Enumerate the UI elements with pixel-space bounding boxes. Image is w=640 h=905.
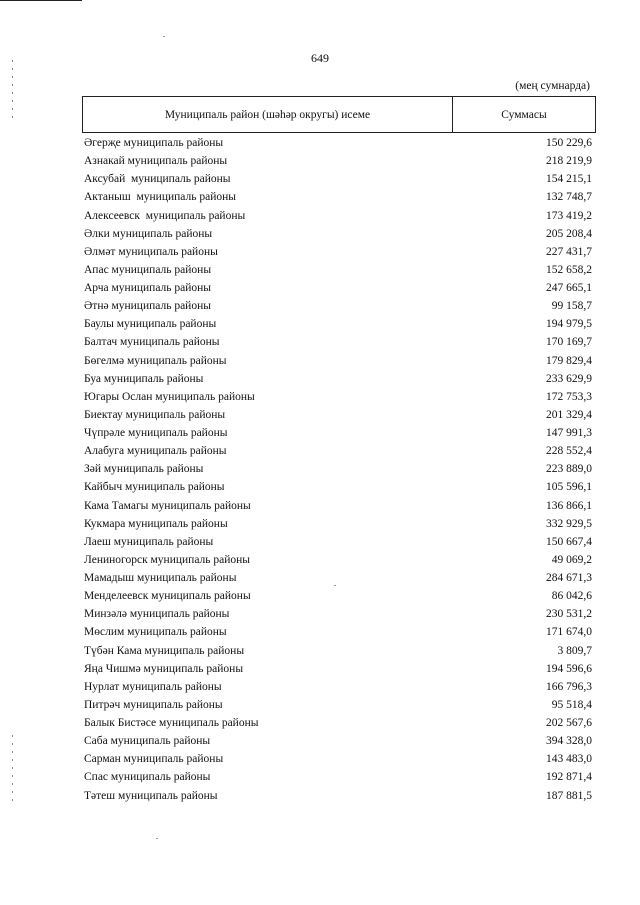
district-amount: 201 329,4: [546, 408, 592, 421]
district-amount: 284 671,3: [546, 572, 592, 584]
district-name: Әлмәт муниципаль районы: [84, 245, 218, 258]
district-name: Яңа Чишмә муниципаль районы: [84, 662, 244, 675]
table-row: [84, 478, 592, 496]
table-row: [84, 551, 592, 569]
district-name: Алексеевск муниципаль районы: [84, 209, 246, 222]
district-amount: 394 328,0: [546, 735, 592, 748]
district-amount: 49 069,2: [551, 553, 592, 566]
table-row: [84, 569, 592, 587]
table-row: [84, 460, 592, 478]
district-amount: 147 991,3: [546, 427, 592, 439]
district-amount: 172 753,3: [546, 390, 592, 403]
district-name: Әгерҗе муниципаль районы: [84, 137, 224, 149]
table-row: [84, 188, 592, 206]
district-name: Минзәлә муниципаль районы: [84, 608, 230, 621]
header-district-name: Муниципаль район (шәһәр округы) исеме: [83, 97, 453, 132]
district-amount: 150 229,6: [546, 137, 592, 149]
district-name: Сарман муниципаль районы: [84, 753, 224, 766]
table-row: [84, 333, 592, 351]
district-name: Мамадыш муниципаль районы: [84, 572, 237, 584]
district-amount: 332 929,5: [546, 517, 592, 530]
table-row: [84, 442, 592, 460]
table-row: [84, 315, 592, 333]
district-name: Югары Ослан муниципаль районы: [84, 390, 255, 403]
district-name: Апас муниципаль районы: [84, 263, 212, 276]
district-amount: 228 552,4: [546, 445, 592, 458]
district-amount: 223 889,0: [546, 463, 592, 476]
district-amount: 154 215,1: [546, 173, 592, 186]
district-name: Кайбыч муниципаль районы: [84, 481, 225, 494]
page-number: 649: [311, 51, 329, 65]
district-name: Лаеш муниципаль районы: [84, 535, 214, 548]
district-amount: 187 881,5: [546, 789, 592, 802]
table-row: [84, 388, 592, 406]
table-row: [84, 297, 592, 315]
district-name: Биектау муниципаль районы: [84, 408, 226, 421]
district-amount: 143 483,0: [546, 753, 592, 766]
district-amount: 202 567,6: [546, 717, 592, 729]
district-amount: 218 219,9: [546, 155, 592, 168]
district-name: Азнакай муниципаль районы: [84, 155, 228, 168]
table-row: [84, 660, 592, 678]
district-name: Питрәч муниципаль районы: [84, 698, 223, 711]
table-header: [82, 96, 596, 133]
table-row: [84, 279, 592, 297]
district-name: Аксубай муниципаль районы: [84, 173, 231, 186]
district-amount: 227 431,7: [546, 245, 592, 258]
table-row: [84, 170, 592, 188]
binding-marks-top: [12, 60, 13, 124]
district-name: Саба муниципаль районы: [84, 735, 211, 748]
district-name: Мөслим муниципаль районы: [84, 626, 227, 639]
district-name: Алабуга муниципаль районы: [84, 445, 227, 458]
table-row: [84, 261, 592, 279]
district-name: Нурлат муниципаль районы: [84, 680, 222, 693]
table-row: [84, 605, 592, 623]
table-row: [84, 533, 592, 551]
district-name: Зәй муниципаль районы: [84, 463, 204, 476]
district-name: Балык Бистәсе муниципаль районы: [84, 717, 259, 729]
district-amount: 205 208,4: [546, 227, 592, 240]
district-amount: 99 158,7: [551, 300, 592, 313]
table-row: [84, 714, 592, 732]
district-name: Кама Тамагы муниципаль районы: [84, 499, 251, 512]
district-name: Балтач муниципаль районы: [84, 336, 220, 349]
table-row: [84, 678, 592, 696]
district-amount: 171 674,0: [546, 626, 592, 639]
district-amount: 166 796,3: [546, 680, 592, 693]
table-body: [84, 134, 592, 805]
binding-marks-bottom: [12, 735, 13, 807]
district-amount: 194 979,5: [546, 318, 592, 331]
table-row: [84, 352, 592, 370]
district-amount: 95 518,4: [551, 698, 592, 711]
table-row: [84, 515, 592, 533]
district-name: Әлки муниципаль районы: [84, 227, 213, 240]
header-amount: Суммасы: [501, 108, 547, 121]
district-name: Менделеевск муниципаль районы: [84, 590, 251, 603]
district-amount: 3 809,7: [557, 644, 592, 657]
district-name: Чүпрәле муниципаль районы: [84, 427, 228, 439]
table-row: [84, 623, 592, 641]
scan-speck: [163, 36, 165, 37]
district-name: Баулы муниципаль районы: [84, 318, 217, 331]
table-row: [84, 134, 592, 152]
district-amount: 179 829,4: [546, 354, 592, 367]
table-row: [84, 768, 592, 786]
district-name: Спас муниципаль районы: [84, 771, 211, 784]
district-amount: 170 169,7: [546, 336, 592, 349]
table-row: [84, 587, 592, 605]
district-name: Буа муниципаль районы: [84, 372, 204, 385]
district-name: Кукмара муниципаль районы: [84, 517, 228, 530]
district-amount: 230 531,2: [546, 608, 592, 621]
table-row: [84, 243, 592, 261]
district-name: Бөгелмә муниципаль районы: [84, 354, 227, 367]
unit-note: (мең сумнарда): [515, 80, 590, 92]
table-row: [84, 787, 592, 805]
table-row: [84, 225, 592, 243]
table-row: [84, 207, 592, 225]
district-amount: 173 419,2: [546, 209, 592, 222]
table-row: [84, 370, 592, 388]
table-row: [84, 424, 592, 442]
district-amount: 136 866,1: [546, 499, 592, 512]
table-row: [84, 732, 592, 750]
district-amount: 194 596,6: [546, 662, 592, 675]
scan-speck: [156, 838, 158, 839]
district-amount: 152 658,2: [546, 263, 592, 276]
district-amount: 132 748,7: [546, 191, 592, 204]
district-name: Әтнә муниципаль районы: [84, 300, 211, 313]
table-row: [84, 642, 592, 660]
table-row: [84, 750, 592, 768]
district-amount: 233 629,9: [546, 372, 592, 385]
table-row: [84, 696, 592, 714]
district-amount: 150 667,4: [546, 535, 592, 548]
district-name: Түбән Кама муниципаль районы: [84, 644, 245, 657]
table-row: [84, 497, 592, 515]
scan-top-edge-line: [0, 0, 82, 1]
district-amount: 247 665,1: [546, 282, 592, 294]
district-amount: 105 596,1: [546, 481, 592, 494]
district-name: Актаныш муниципаль районы: [84, 191, 236, 204]
table-row: [84, 406, 592, 424]
district-name: Арча муниципаль районы: [84, 282, 212, 294]
district-name: Лениногорск муниципаль районы: [84, 553, 251, 566]
district-amount: 192 871,4: [546, 771, 592, 784]
table-row: [84, 152, 592, 170]
district-name: Тәтеш муниципаль районы: [84, 789, 218, 802]
district-amount: 86 042,6: [551, 590, 592, 603]
